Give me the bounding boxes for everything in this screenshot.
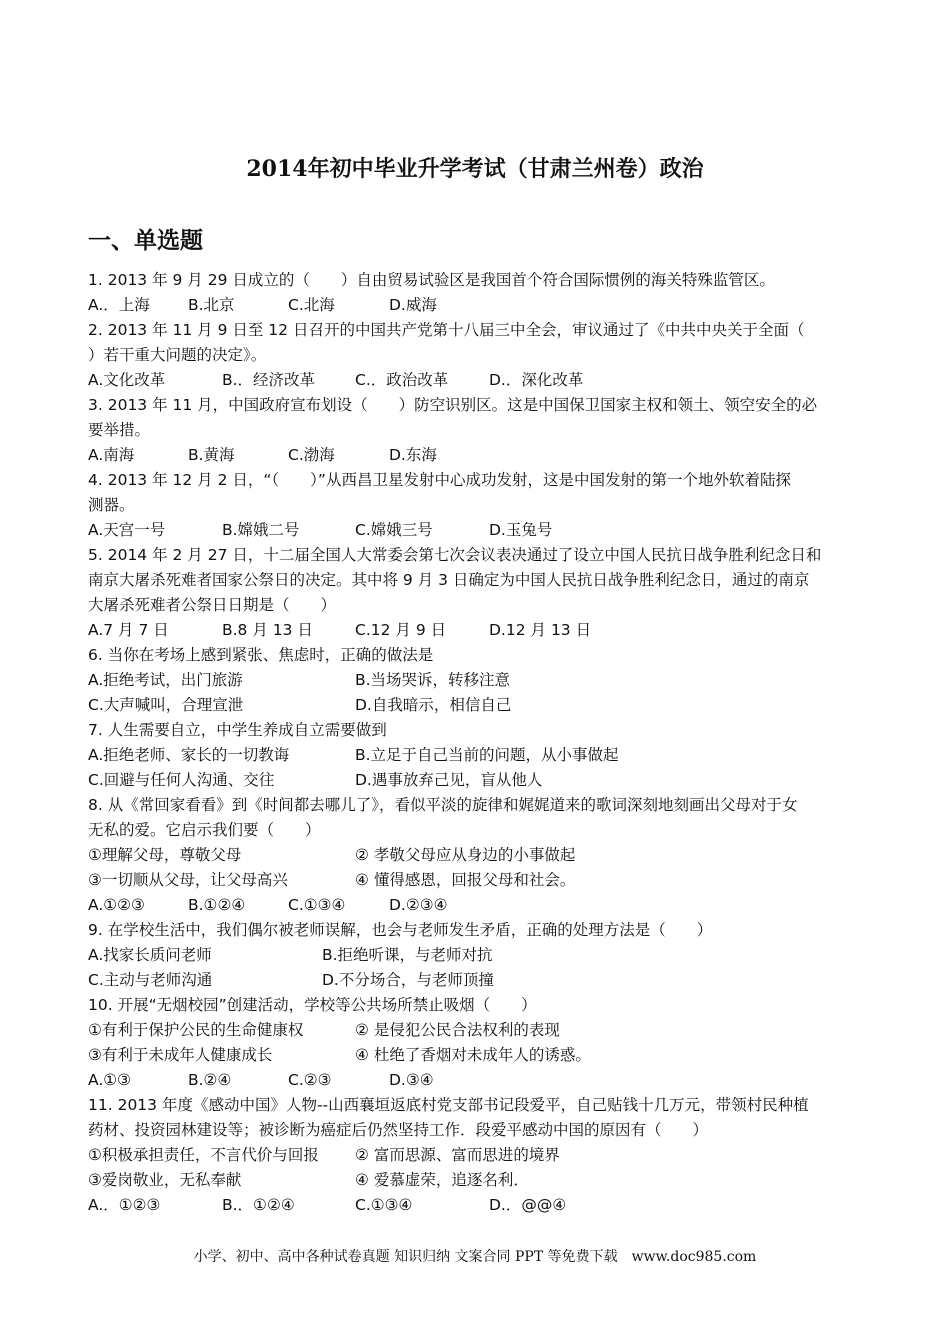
question-9	[88, 918, 868, 993]
option-choice: D.玉兔号	[489, 521, 553, 539]
option-choice: D.．深化改革	[489, 371, 584, 389]
option-choice: C.．政治改革	[355, 371, 449, 389]
question-8	[88, 793, 868, 918]
option-choice: D.③④	[389, 1071, 434, 1089]
option-choice: A.①③	[88, 1071, 132, 1089]
question-stem-line: 3. 2013 年 11 月，中国政府宣布划设（ ）防空识别区。这是中国保卫国家主权和领土、领空安全的必	[88, 396, 818, 414]
option-choice: D.12 月 13 日	[489, 621, 592, 639]
option-choice: B.嫦娥二号	[222, 521, 300, 539]
option-choice: C.嫦娥三号	[355, 521, 433, 539]
option-choice: A.．上海	[88, 296, 150, 314]
option-choice: A.天宫一号	[88, 521, 166, 539]
option-choice: A.文化改革	[88, 371, 166, 389]
option-choice: ①有利于保护公民的生命健康权	[88, 1021, 304, 1039]
option-choice: B.．①②④	[222, 1196, 295, 1214]
section-heading: 一、单选题	[88, 227, 203, 254]
option-row	[88, 1143, 868, 1168]
option-choice: D.东海	[389, 446, 437, 464]
option-choice: A.找家长质问老师	[88, 946, 212, 964]
option-choice: B.②④	[188, 1071, 232, 1089]
option-choice: D.威海	[389, 296, 437, 314]
option-row	[88, 1193, 868, 1218]
option-choice: D.不分场合，与老师顶撞	[322, 971, 494, 989]
option-row	[88, 1018, 868, 1043]
question-stem-line: 1. 2013 年 9 月 29 日成立的（ ）自由贸易试验区是我国首个符合国际惯例的海关特殊监管区。	[88, 271, 775, 289]
option-row	[88, 443, 868, 468]
option-choice: ③爱岗敬业，无私奉献	[88, 1171, 242, 1189]
option-choice: C.大声喊叫，合理宣泄	[88, 696, 244, 714]
option-choice: ② 富而思源、富而思进的境界	[355, 1146, 560, 1164]
option-row	[88, 1068, 868, 1093]
option-choice: ④ 爱慕虚荣，追逐名利．	[355, 1171, 529, 1189]
option-choice: C.12 月 9 日	[355, 621, 447, 639]
option-choice: B.立足于自己当前的问题，从小事做起	[355, 746, 619, 764]
option-choice: D.自我暗示，相信自己	[355, 696, 512, 714]
option-choice: ④ 杜绝了香烟对未成年人的诱惑。	[355, 1046, 591, 1064]
question-6	[88, 643, 868, 718]
question-stem-line: 南京大屠杀死难者国家公祭日的决定。其中将 9 月 3 日确定为中国人民抗日战争胜利纪念日，通过的南京	[88, 571, 810, 589]
option-choice: ③有利于未成年人健康成长	[88, 1046, 273, 1064]
option-row	[88, 768, 868, 793]
option-row	[88, 743, 868, 768]
option-row	[88, 368, 868, 393]
option-choice: C.主动与老师沟通	[88, 971, 213, 989]
question-11	[88, 1093, 868, 1218]
option-choice: A.．①②③	[88, 1196, 161, 1214]
question-stem-line: 4. 2013 年 12 月 2 日，“（ ）”从西昌卫星发射中心成功发射，这是中国发射的第一个地外软着陆探	[88, 471, 791, 489]
option-choice: A.①②③	[88, 896, 145, 914]
option-choice: B.拒绝听课，与老师对抗	[322, 946, 493, 964]
question-stem-line: 药材、投资园林建设等；被诊断为癌症后仍然坚持工作．段爱平感动中国的原因有（ ）	[88, 1121, 709, 1139]
option-row	[88, 1168, 868, 1193]
question-1	[88, 268, 868, 318]
question-7	[88, 718, 868, 793]
option-choice: A.南海	[88, 446, 135, 464]
option-choice: B.8 月 13 日	[222, 621, 313, 639]
question-5	[88, 543, 868, 643]
option-choice: D.．@@④	[489, 1196, 567, 1214]
question-10	[88, 993, 868, 1093]
document-title: 2014年初中毕业升学考试（甘肃兰州卷）政治	[246, 156, 704, 182]
option-choice: ② 孝敬父母应从身边的小事做起	[355, 846, 576, 864]
question-stem-line: 8. 从《常回家看看》到《时间都去哪儿了》，看似平淡的旋律和娓娓道来的歌词深刻地刻画出父母对于女	[88, 796, 798, 814]
option-choice: A.7 月 7 日	[88, 621, 169, 639]
option-choice: D.遇事放弃己见，盲从他人	[355, 771, 543, 789]
question-4	[88, 468, 868, 543]
option-choice: D.②③④	[389, 896, 448, 914]
option-choice: ④ 懂得感恩，回报父母和社会。	[355, 871, 576, 889]
question-2	[88, 318, 868, 393]
option-row	[88, 668, 868, 693]
option-choice: A.拒绝考试，出门旅游	[88, 671, 243, 689]
option-choice: B.①②④	[188, 896, 246, 914]
option-row	[88, 518, 868, 543]
option-choice: C.渤海	[288, 446, 335, 464]
option-row	[88, 868, 868, 893]
question-stem-line: ）若干重大问题的决定》。	[88, 346, 267, 364]
option-row	[88, 693, 868, 718]
option-choice: C.②③	[288, 1071, 332, 1089]
question-3	[88, 393, 868, 468]
option-choice: A.拒绝老师、家长的一切教诲	[88, 746, 290, 764]
question-stem-line: 大屠杀死难者公祭日日期是（ ）	[88, 596, 337, 614]
question-stem-line: 要举措。	[88, 421, 151, 439]
option-choice: C.北海	[288, 296, 335, 314]
page-footer: 小学、初中、高中各种试卷真题 知识归纳 文案合同 PPT 等免费下载 www.doc985.com	[193, 1249, 757, 1265]
question-stem-line: 无私的爱。它启示我们要（ ）	[88, 821, 321, 839]
question-stem-line: 10. 开展“无烟校园”创建活动，学校等公共场所禁止吸烟（ ）	[88, 996, 537, 1014]
option-row	[88, 293, 868, 318]
option-choice: ①理解父母，尊敬父母	[88, 846, 242, 864]
option-choice: B.当场哭诉，转移注意	[355, 671, 511, 689]
question-stem-line: 7. 人生需要自立，中学生养成自立需要做到	[88, 721, 387, 739]
question-stem-line: 9. 在学校生活中，我们偶尔被老师误解，也会与老师发生矛盾，正确的处理方法是（ ）	[88, 921, 713, 939]
option-row	[88, 1043, 868, 1068]
option-row	[88, 893, 868, 918]
option-choice: C.①③④	[355, 1196, 413, 1214]
option-choice: C.①③④	[288, 896, 346, 914]
option-choice: ② 是侵犯公民合法权利的表现	[355, 1021, 560, 1039]
question-stem-line: 测器。	[88, 496, 135, 514]
question-stem-line: 5. 2014 年 2 月 27 日，十二届全国人大常委会第七次会议表决通过了设立中国人民抗日战争胜利纪念日和	[88, 546, 822, 564]
option-row	[88, 618, 868, 643]
option-row	[88, 968, 868, 993]
question-stem-line: 2. 2013 年 11 月 9 日至 12 日召开的中国共产党第十八届三中全会，审议通过了《中共中央关于全面（	[88, 321, 805, 339]
question-stem-line: 11. 2013 年度《感动中国》人物--山西襄垣返底村党支部书记段爱平，自己贴钱十几万元，带领村民种植	[88, 1096, 809, 1114]
option-choice: B.．经济改革	[222, 371, 316, 389]
option-row	[88, 843, 868, 868]
option-choice: ①积极承担责任，不言代价与回报	[88, 1146, 319, 1164]
option-choice: C.回避与任何人沟通、交往	[88, 771, 275, 789]
question-list	[88, 268, 868, 1218]
question-stem-line: 6. 当你在考场上感到紧张、焦虑时，正确的做法是	[88, 646, 434, 664]
option-row	[88, 943, 868, 968]
option-choice: B.北京	[188, 296, 235, 314]
option-choice: ③一切顺从父母，让父母高兴	[88, 871, 288, 889]
option-choice: B.黄海	[188, 446, 235, 464]
